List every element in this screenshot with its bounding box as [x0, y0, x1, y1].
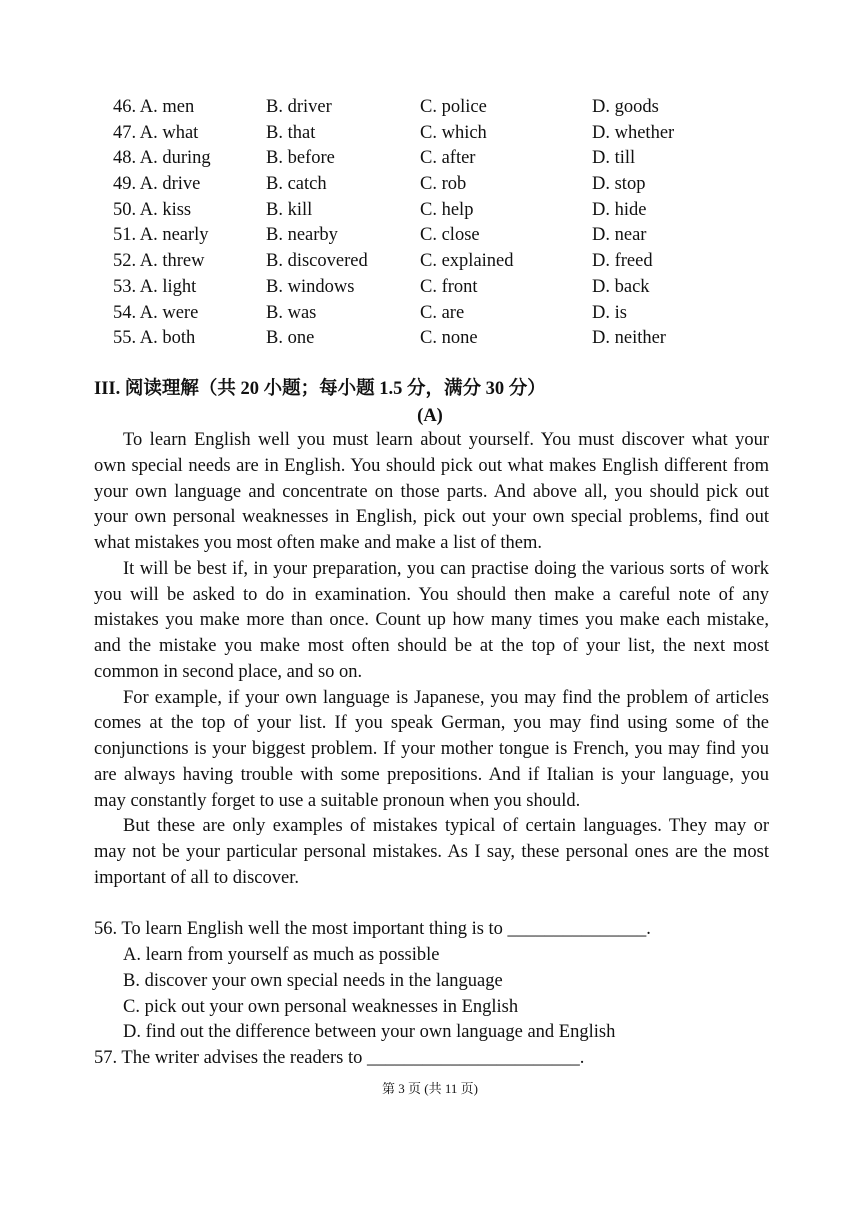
option-a: 51. A. nearly	[113, 225, 209, 246]
option-b: B. windows	[266, 276, 355, 297]
option-c: C. close	[420, 225, 480, 246]
option-a: 46. A. men	[113, 97, 195, 117]
option-c: C. are	[420, 302, 465, 323]
option-d: D. near	[592, 225, 647, 246]
passage-paragraph: For example, if your own language is Japanese, you may find the problem of articles comes at the top of your list. If you speak German, you may find using some of the conjunctions is your biggest problem. If your mother tongue is French, you may find you are always having trouble with some prepositions. And if Italian is your language, you may constantly forget to use a suitable pronoun when you should.	[94, 687, 769, 811]
option-b: B. driver	[266, 97, 332, 117]
reading-passage	[94, 428, 769, 892]
option-d: D. freed	[592, 251, 653, 272]
option-b: B. was	[266, 302, 317, 323]
option-c: C. rob	[420, 174, 467, 195]
option-a: 54. A. were	[113, 302, 199, 323]
option-d: D. back	[592, 276, 650, 297]
option-a: 48. A. during	[113, 148, 211, 169]
option-b: B. discovered	[266, 251, 368, 272]
option-b: B. one	[266, 328, 315, 349]
page-footer: 第 3 页 (共 11 页)	[382, 1081, 478, 1096]
option-c: C. help	[420, 199, 474, 220]
option-b: B. that	[266, 122, 316, 143]
option-b: B. before	[266, 148, 335, 169]
option-a: 49. A. drive	[113, 174, 201, 195]
section-heading: III. 阅读理解（共 20 小题；每小题 1.5 分，满分 30 分）	[94, 379, 546, 399]
option-c: C. none	[420, 328, 478, 349]
option-c: C. front	[420, 276, 478, 297]
option-d: D. goods	[592, 97, 659, 117]
option-d: D. is	[592, 302, 627, 323]
option-c: C. after	[420, 148, 476, 169]
option-d: D. hide	[592, 199, 647, 220]
option-a: 50. A. kiss	[113, 199, 192, 220]
option-d: D. till	[592, 148, 636, 169]
passage-paragraph: It will be best if, in your preparation, you can practise doing the various sorts of work you will be asked to do in examination. You should then make a careful note of any mistakes you make more than once. Count up how many times you make each mistake, and the mistake you make most often should be at the top of your list, the next most common in second place, and so on.	[94, 558, 769, 682]
question-56-choice-b: B. discover your own special needs in the language	[123, 971, 503, 991]
passage-paragraph: To learn English well you must learn about yourself. You must discover what your own special needs are in English. You should pick out what makes English different from your own language and concentrate on those parts. And above all, you should pick out your own personal weaknesses in English, pick out your own special problems, find out what mistakes you most often make and make a list of them.	[94, 430, 769, 553]
question-56-choice-c: C. pick out your own personal weaknesses in English	[123, 997, 519, 1017]
option-a: 53. A. light	[113, 276, 197, 297]
option-c: C. explained	[420, 251, 514, 272]
passage-label: (A)	[417, 406, 443, 426]
option-c: C. police	[420, 97, 487, 117]
question-56-stem: 56. To learn English well the most important thing is to _______________.	[94, 919, 651, 939]
question-56-choice-d: D. find out the difference between your own language and English	[123, 1022, 616, 1042]
option-c: C. which	[420, 122, 487, 143]
option-b: B. catch	[266, 174, 327, 195]
option-a: 52. A. threw	[113, 251, 205, 272]
option-a: 55. A. both	[113, 328, 196, 349]
question-56-choice-a: A. learn from yourself as much as possible	[123, 945, 440, 965]
question-57-stem: 57. The writer advises the readers to _______________________.	[94, 1048, 585, 1068]
option-b: B. kill	[266, 199, 313, 220]
option-d: D. neither	[592, 328, 666, 349]
option-a: 47. A. what	[113, 122, 199, 143]
option-b: B. nearby	[266, 225, 338, 246]
option-d: D. stop	[592, 174, 646, 195]
option-d: D. whether	[592, 122, 675, 143]
passage-paragraph: But these are only examples of mistakes typical of certain languages. They may or may not be your particular personal mistakes. As I say, these personal ones are the most important of all to discover.	[94, 816, 769, 888]
